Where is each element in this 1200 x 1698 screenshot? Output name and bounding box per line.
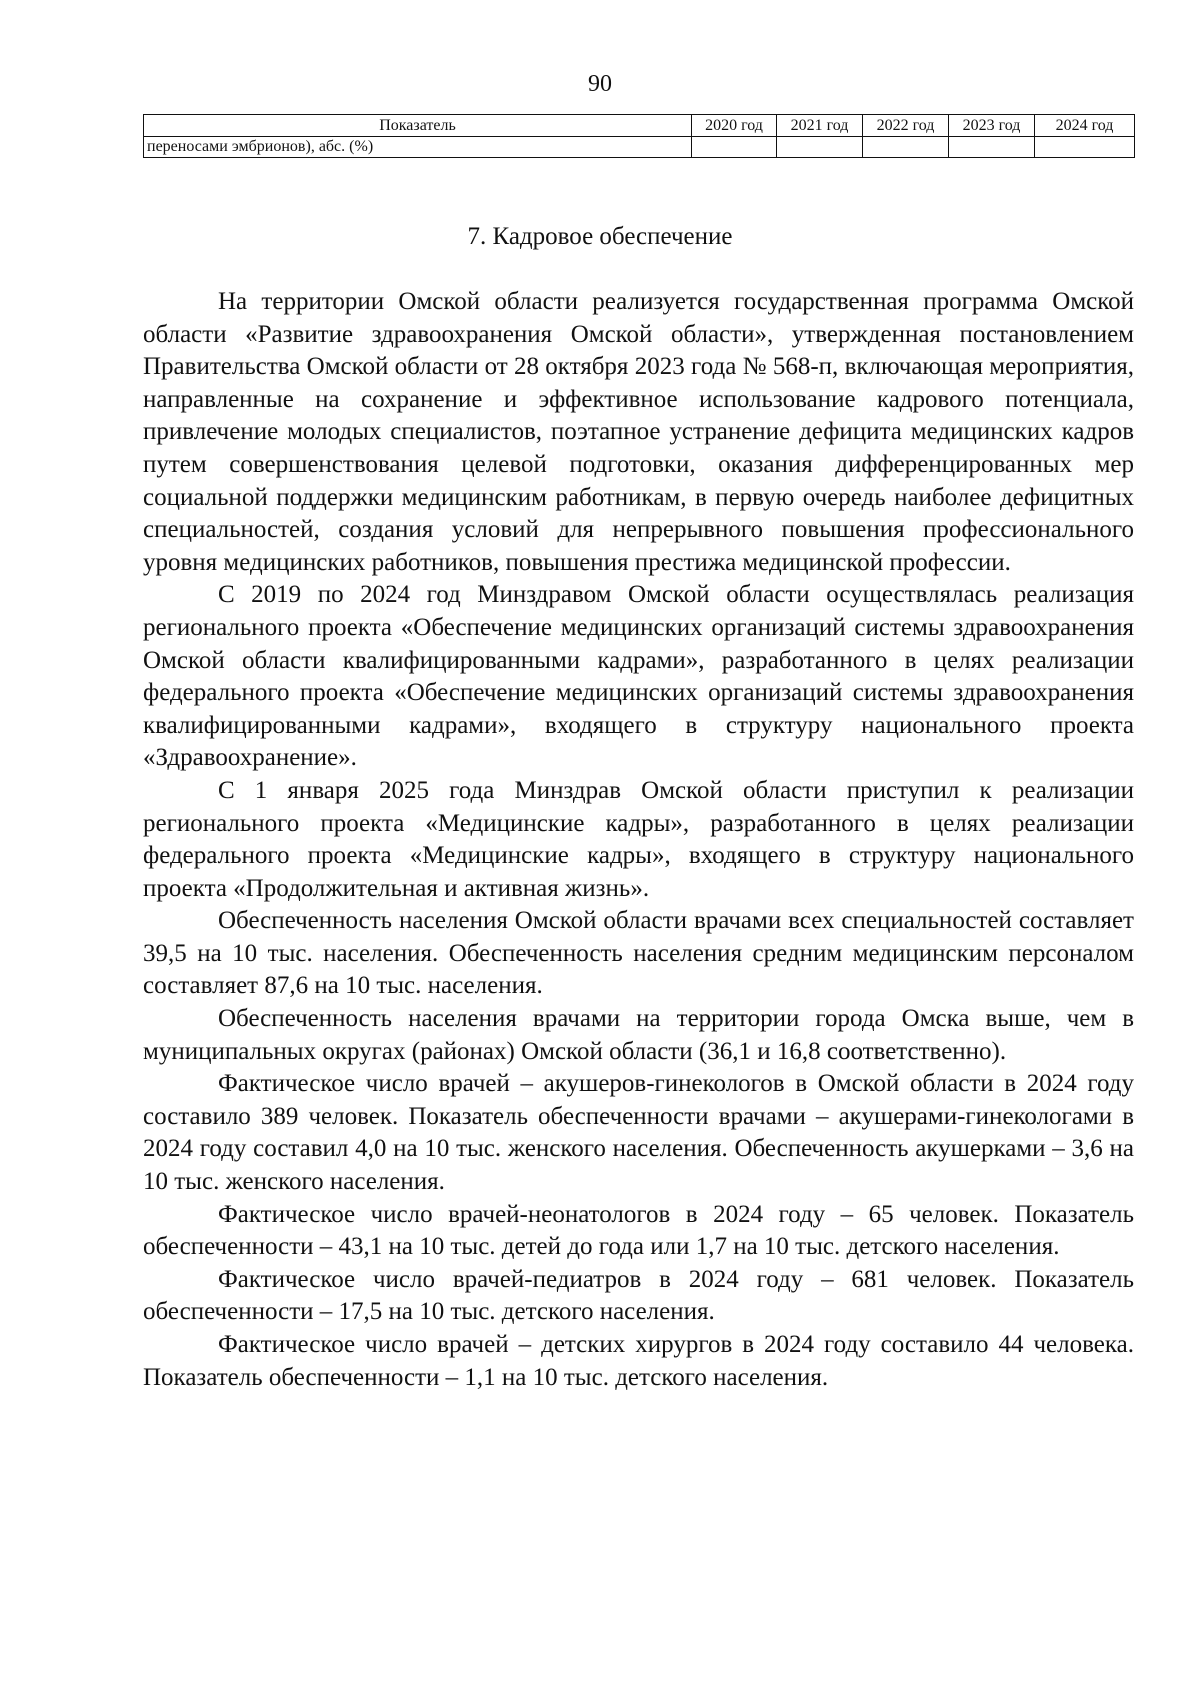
paragraph-program: На территории Омской области реализуется государственная программа Омской области «Развитие здравоохранения Омской области», утвержденная постановлением Правительства Омской области от 28 октября 2023 года № 568-п, включающая мероприятия, направленные на сохранение и эффективное использование кадрового потенциала, привлечение молодых специалистов, поэтапное устранение дефицита медицинских кадров путем совершенствования целевой подготовки, оказания дифференцированных мер социальной поддержки медицинским работникам, в первую очередь наиболее дефицитных специальностей, создания условий для непрерывного повышения профессионального уровня медицинских работников, повышения престижа медицинской профессии. [143, 288, 1134, 576]
paragraph-city-vs-districts: Обеспеченность населения врачами на территории города Омска выше, чем в муниципальных округах (районах) Омской области (36,1 и 16,8 соответственно). [143, 1005, 1134, 1065]
indicator-table [143, 114, 1135, 158]
page-number: 90 [588, 71, 612, 97]
table-cell-indicator: переносами эмбрионов), абс. (%) [144, 137, 692, 158]
header-year-2024: 2024 год [1035, 115, 1135, 137]
table-cell [1035, 137, 1135, 158]
header-year-2023: 2023 год [949, 115, 1035, 137]
paragraph-pediatric-surgeons: Фактическое число врачей – детских хирургов в 2024 году составило 44 человека. Показатель обеспеченности – 1,1 на 10 тыс. детского населения. [143, 1331, 1134, 1391]
header-year-2021: 2021 год [777, 115, 863, 137]
table-cell [692, 137, 777, 158]
paragraph-regional-project-2025: С 1 января 2025 года Минздрав Омской области приступил к реализации регионального проекта «Медицинские кадры», разработанного в целях реализации федерального проекта «Медицинские кадры», входящего в структуру национального проекта «Продолжительная и активная жизнь». [143, 776, 1134, 902]
paragraph-doctor-supply: Обеспеченность населения Омской области врачами всех специальностей составляет 39,5 на 10 тыс. населения. Обеспеченность населения средним медицинским персоналом составляет 87,6 на 10 тыс. населения. [143, 907, 1134, 1000]
paragraph-pediatricians: Фактическое число врачей-педиатров в 2024 году – 681 человек. Показатель обеспеченности – 17,5 на 10 тыс. детского населения. [143, 1265, 1134, 1326]
table-header-row [144, 115, 1135, 137]
table-cell [863, 137, 949, 158]
header-year-2020: 2020 год [692, 115, 777, 137]
paragraph-obstetricians: Фактическое число врачей – акушеров-гинекологов в Омской области в 2024 году составило 389 человек. Показатель обеспеченности врачами – акушерами-гинекологами в 2024 году составил 4,0 на 10 тыс. женского населения. Обеспеченность акушерками – 3,6 на 10 тыс. женского населения. [143, 1070, 1134, 1196]
paragraph-neonatologists: Фактическое число врачей-неонатологов в 2024 году – 65 человек. Показатель обеспеченности – 43,1 на 10 тыс. детей до года или 1,7 на 10 тыс. детского населения. [143, 1200, 1134, 1261]
section-body [143, 286, 1134, 1394]
section-title: 7. Кадровое обеспечение [467, 223, 733, 250]
header-indicator: Показатель [144, 115, 692, 137]
table-cell [777, 137, 863, 158]
paragraph-regional-project-2019: С 2019 по 2024 год Минздравом Омской области осуществлялась реализация регионального проекта «Обеспечение медицинских организаций системы здравоохранения Омской области квалифицированными кадрами», разработанного в целях реализации федерального проекта «Обеспечение медицинских организаций системы здравоохранения квалифицированными кадрами», входящего в структуру национального проекта «Здравоохранение». [143, 581, 1134, 772]
table-row [144, 137, 1135, 158]
table-cell [949, 137, 1035, 158]
header-year-2022: 2022 год [863, 115, 949, 137]
